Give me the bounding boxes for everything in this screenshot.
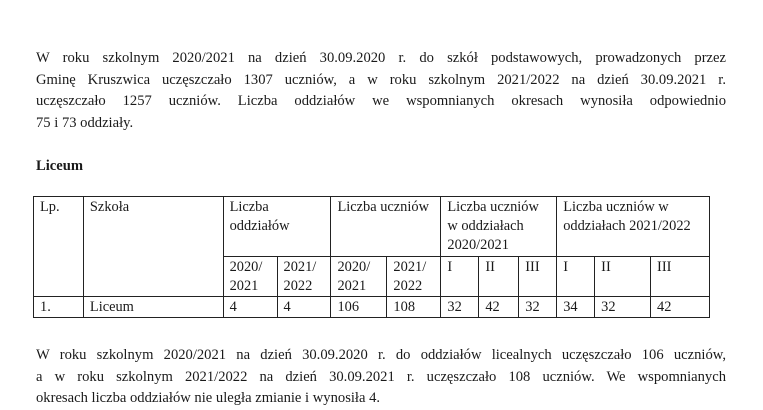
subheader-grade: III xyxy=(651,257,710,297)
header-students: Liczba uczniów xyxy=(331,197,441,257)
school-stats-table xyxy=(33,196,710,318)
paragraph-line: okresach liczba oddziałów nie uległa zmianie i wynosiła 4. xyxy=(36,390,381,406)
paragraph-line: uczęszczało 1257 uczniów. Liczba oddziałów we wspomnianych okresach wynosiła odpowiednio xyxy=(36,93,726,109)
cell-value: 108 xyxy=(387,297,441,318)
subheader-grade: III xyxy=(519,257,557,297)
cell-value: 4 xyxy=(277,297,331,318)
header-students-2021: Liczba uczniów w oddziałach 2021/2022 xyxy=(557,197,710,257)
header-school: Szkoła xyxy=(83,197,223,297)
subheader-grade: I xyxy=(557,257,595,297)
cell-value: 34 xyxy=(557,297,595,318)
summary-paragraph xyxy=(36,345,726,410)
header-classes: Liczba oddziałów xyxy=(223,197,331,257)
cell-school: Liceum xyxy=(83,297,223,318)
cell-value: 42 xyxy=(479,297,519,318)
subheader-year: 2020/ 2021 xyxy=(223,257,277,297)
paragraph-line: a w roku szkolnym 2021/2022 na dzień 30.09.2021 r. uczęszczało 108 uczniów. We wspomnianych xyxy=(36,368,726,385)
paragraph-line: 75 i 73 oddziały. xyxy=(36,114,134,131)
section-heading: Liceum xyxy=(36,158,84,174)
cell-value: 4 xyxy=(223,297,277,318)
cell-value: 42 xyxy=(651,297,710,318)
header-lp: Lp. xyxy=(34,197,84,297)
header-students-2020: Liczba uczniów w oddziałach 2020/2021 xyxy=(441,197,557,257)
cell-value: 32 xyxy=(441,297,479,318)
subheader-grade: I xyxy=(441,257,479,297)
cell-value: 32 xyxy=(519,297,557,318)
subheader-grade: II xyxy=(595,257,651,297)
table-header-row xyxy=(34,197,710,257)
subheader-grade: II xyxy=(479,257,519,297)
intro-paragraph xyxy=(36,48,726,134)
table-row xyxy=(34,297,710,318)
paragraph-line: W roku szkolnym 2020/2021 na dzień 30.09.2020 r. do szkół podstawowych, prowadzonych przez xyxy=(36,50,726,66)
cell-lp: 1. xyxy=(34,297,84,318)
paragraph-line: Gminę Kruszwica uczęszczało 1307 uczniów, a w roku szkolnym 2021/2022 na dzień 30.09.2021 r. xyxy=(36,71,726,88)
subheader-year: 2020/ 2021 xyxy=(331,257,387,297)
paragraph-line: W roku szkolnym 2020/2021 na dzień 30.09.2020 r. do oddziałów licealnych uczęszczało 106 uczniów, xyxy=(36,347,726,363)
cell-value: 32 xyxy=(595,297,651,318)
subheader-year: 2021/ 2022 xyxy=(387,257,441,297)
subheader-year: 2021/ 2022 xyxy=(277,257,331,297)
cell-value: 106 xyxy=(331,297,387,318)
